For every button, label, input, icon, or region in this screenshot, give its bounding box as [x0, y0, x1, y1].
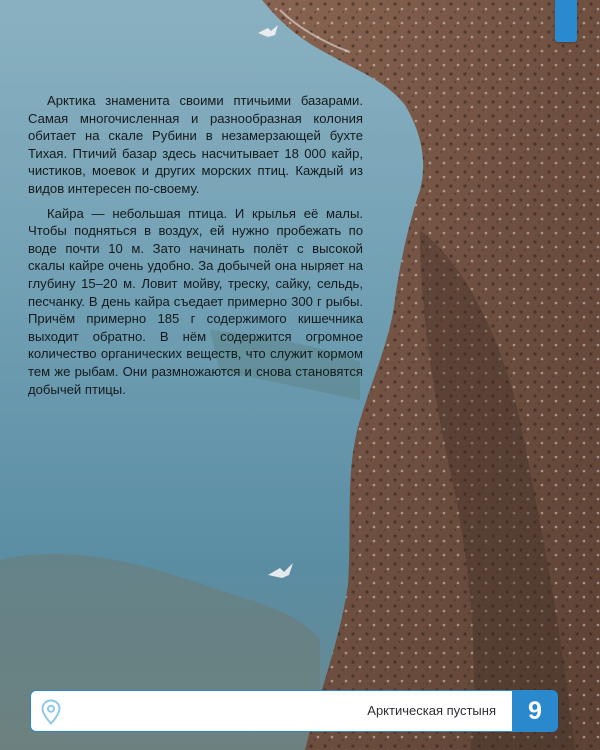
location-pin-icon: [40, 699, 62, 725]
paragraph-1: Арктика знаменита своими птичьими базарами. Самая многочисленная и разнообразная колония обитает на скале Рубини в незамерзающей бухте Тихая. Птичий базар здесь насчитывает 18 000 кайр, чистиков, моевок и других морских птиц. Каждый из видов интересен по-своему.: [28, 93, 363, 196]
footer-bar: [30, 690, 512, 732]
section-title: Арктическая пустыня: [367, 703, 496, 718]
page-bookmark-tab: [555, 0, 577, 42]
article-text: [28, 92, 363, 405]
paragraph-2: Кайра — небольшая птица. И крылья её малы. Чтобы подняться в воздух, ей нужно пробежать по воде почти 10 м. Зато начинать полёт с высокой скалы кайре очень удобно. За добычей она ныряет на глубину 15–20 м. Ловит мойву, треску, сайку, сельдь, песчанку. В день кайра съедает примерно 300 г рыбы. Причём примерно 185 г содержимого кишечника выходит обратно. В нём содержится огромное количество органических веществ, что служит кормом тем же рыбам. Они размножаются и снова становятся добычей птицы.: [28, 205, 363, 397]
page-number: 9: [512, 690, 558, 732]
